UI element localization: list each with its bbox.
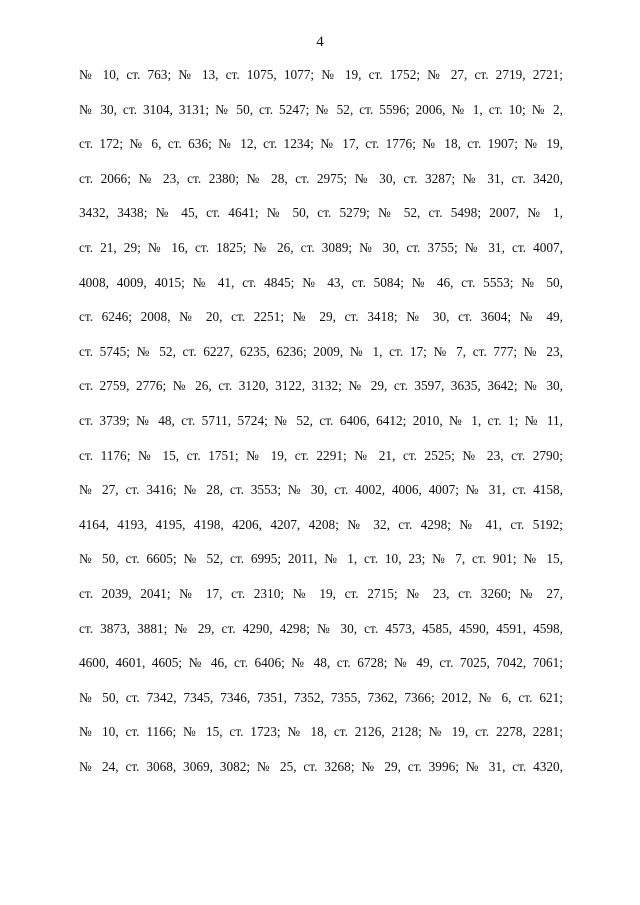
text-line: ст. 2759, 2776; № 26, ст. 3120, 3122, 3132; № 29, ст. 3597, 3635, 3642; № 30, (79, 378, 563, 394)
text-line: № 50, ст. 6605; № 52, ст. 6995; 2011, № 1, ст. 10, 23; № 7, ст. 901; № 15, (79, 551, 563, 567)
text-line: ст. 2039, 2041; № 17, ст. 2310; № 19, ст. 2715; № 23, ст. 3260; № 27, (79, 585, 563, 601)
text-line: ст. 5745; № 52, ст. 6227, 6235, 6236; 2009, № 1, ст. 17; № 7, ст. 777; № 23, (79, 343, 563, 359)
text-line: № 30, ст. 3104, 3131; № 50, ст. 5247; № 52, ст. 5596; 2006, № 1, ст. 10; № 2, (79, 101, 563, 117)
text-line: № 10, ст. 763; № 13, ст. 1075, 1077; № 19, ст. 1752; № 27, ст. 2719, 2721; (79, 67, 563, 82)
text-line: ст. 3739; № 48, ст. 5711, 5724; № 52, ст. 6406, 6412; 2010, № 1, ст. 1; № 11, (79, 412, 563, 428)
text-line: 4164, 4193, 4195, 4198, 4206, 4207, 4208; № 32, ст. 4298; № 41, ст. 5192; (79, 516, 563, 532)
text-line: № 24, ст. 3068, 3069, 3082; № 25, ст. 3268; № 29, ст. 3996; № 31, ст. 4320, (79, 758, 563, 774)
text-line: ст. 1176; № 15, ст. 1751; № 19, ст. 2291; № 21, ст. 2525; № 23, ст. 2790; (79, 447, 563, 463)
page-number: 4 (316, 34, 324, 50)
text-line: ст. 172; № 6, ст. 636; № 12, ст. 1234; № 17, ст. 1776; № 18, ст. 1907; № 19, (79, 136, 563, 152)
text-line: 3432, 3438; № 45, ст. 4641; № 50, ст. 5279; № 52, ст. 5498; 2007, № 1, (79, 205, 563, 221)
text-line: № 10, ст. 1166; № 15, ст. 1723; № 18, ст. 2126, 2128; № 19, ст. 2278, 2281; (79, 724, 563, 740)
text-line: ст. 3873, 3881; № 29, ст. 4290, 4298; № 30, ст. 4573, 4585, 4590, 4591, 4598, (79, 620, 563, 636)
text-line: ст. 2066; № 23, ст. 2380; № 28, ст. 2975; № 30, ст. 3287; № 31, ст. 3420, (79, 170, 563, 186)
text-line: ст. 21, 29; № 16, ст. 1825; № 26, ст. 3089; № 30, ст. 3755; № 31, ст. 4007, (79, 239, 563, 255)
text-line: 4600, 4601, 4605; № 46, ст. 6406; № 48, ст. 6728; № 49, ст. 7025, 7042, 7061; (79, 655, 563, 671)
text-line: 4008, 4009, 4015; № 41, ст. 4845; № 43, ст. 5084; № 46, ст. 5553; № 50, (79, 274, 563, 290)
text-line: № 27, ст. 3416; № 28, ст. 3553; № 30, ст. 4002, 4006, 4007; № 31, ст. 4158, (79, 482, 563, 498)
text-line: ст. 6246; 2008, № 20, ст. 2251; № 29, ст. 3418; № 30, ст. 3604; № 49, (79, 309, 563, 325)
document-body-text (79, 66, 563, 792)
text-line: № 50, ст. 7342, 7345, 7346, 7351, 7352, 7355, 7362, 7366; 2012, № 6, ст. 621; (79, 689, 563, 705)
